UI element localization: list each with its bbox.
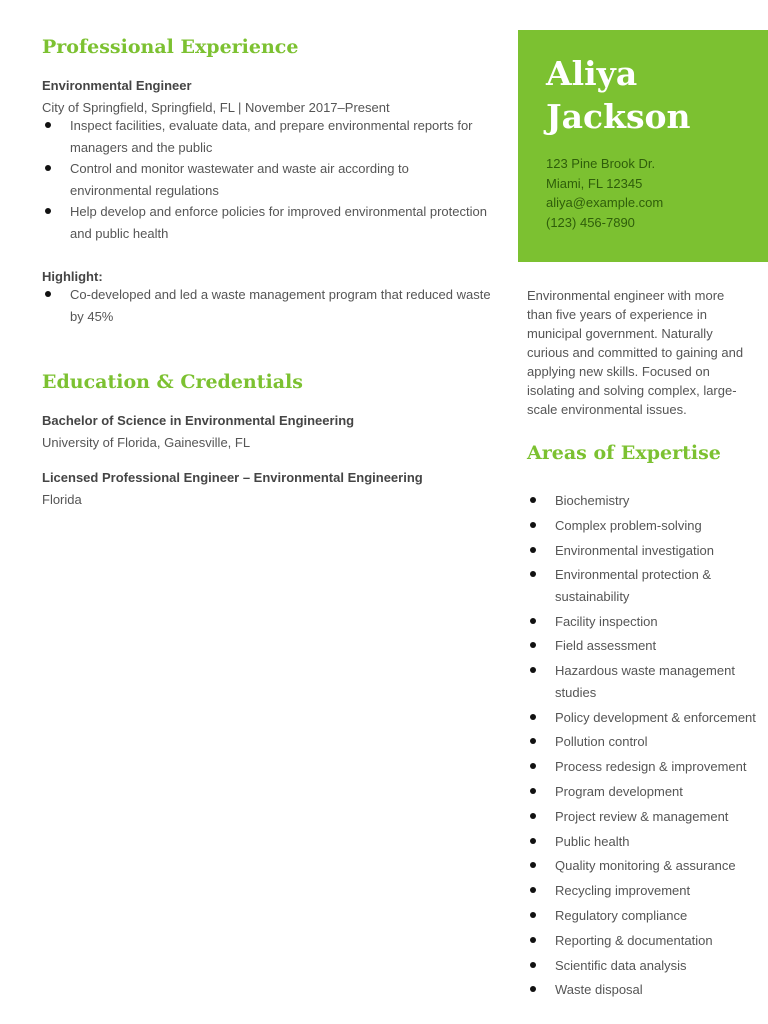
license: Licensed Professional Engineer – Environmental Engineering: [42, 470, 423, 485]
list-item: Control and monitor wastewater and waste air according to environmental regulations: [42, 158, 492, 201]
list-item: Program development: [527, 781, 757, 803]
list-item: Field assessment: [527, 635, 757, 657]
list-item: Project review & management: [527, 806, 757, 828]
highlights-list: [42, 284, 492, 327]
job-title: Environmental Engineer: [42, 78, 192, 93]
duties-list: [42, 115, 492, 244]
list-item: Policy development & enforcement: [527, 707, 757, 729]
list-item: Pollution control: [527, 731, 757, 753]
list-item: Waste disposal: [527, 979, 757, 1001]
highlight-label: Highlight:: [42, 269, 103, 284]
list-item: Public health: [527, 831, 757, 853]
expertise-heading: Areas of Expertise: [527, 442, 721, 464]
summary: Environmental engineer with more than five years of experience in municipal government. Naturally curious and committed to gaining and applying new skills. Focused on isolating and solving complex, large-scale environmental issues.: [527, 288, 744, 417]
list-item: Co-developed and led a waste management program that reduced waste by 45%: [42, 284, 492, 327]
list-item: Complex problem-solving: [527, 515, 757, 537]
contact-info: [546, 154, 663, 232]
left-column: [42, 36, 492, 507]
list-item: Help develop and enforce policies for improved environmental protection and public health: [42, 201, 492, 244]
city: Miami, FL 12345: [546, 175, 643, 191]
license-state: Florida: [42, 492, 82, 507]
list-item: Inspect facilities, evaluate data, and prepare environmental reports for managers and the public: [42, 115, 492, 158]
list-item: Environmental investigation: [527, 540, 757, 562]
experience-heading: Professional Experience: [42, 36, 299, 58]
degree: Bachelor of Science in Environmental Engineering: [42, 413, 355, 428]
list-item: Quality monitoring & assurance: [527, 855, 757, 877]
list-item: Reporting & documentation: [527, 930, 757, 952]
name-panel: [518, 30, 768, 262]
email[interactable]: aliya@example.com: [546, 195, 664, 210]
list-item: Biochemistry: [527, 490, 757, 512]
list-item: Process redesign & improvement: [527, 756, 757, 778]
expertise-list: [527, 490, 757, 1004]
list-item: Hazardous waste management studies: [527, 660, 757, 703]
school: University of Florida, Gainesville, FL: [42, 435, 251, 450]
list-item: Regulatory compliance: [527, 905, 757, 927]
job-meta: City of Springfield, Springfield, FL | November 2017–Present: [42, 100, 390, 115]
education-heading: Education & Credentials: [42, 371, 303, 393]
phone[interactable]: (123) 456-7890: [546, 214, 635, 230]
list-item: Facility inspection: [527, 611, 757, 633]
address: 123 Pine Brook Dr.: [546, 156, 656, 171]
candidate-name: [546, 52, 691, 138]
last-name: Jackson: [546, 97, 691, 136]
first-name: Aliya: [546, 54, 638, 93]
list-item: Environmental protection & sustainability: [527, 564, 757, 607]
list-item: Recycling improvement: [527, 880, 757, 902]
list-item: Scientific data analysis: [527, 955, 757, 977]
